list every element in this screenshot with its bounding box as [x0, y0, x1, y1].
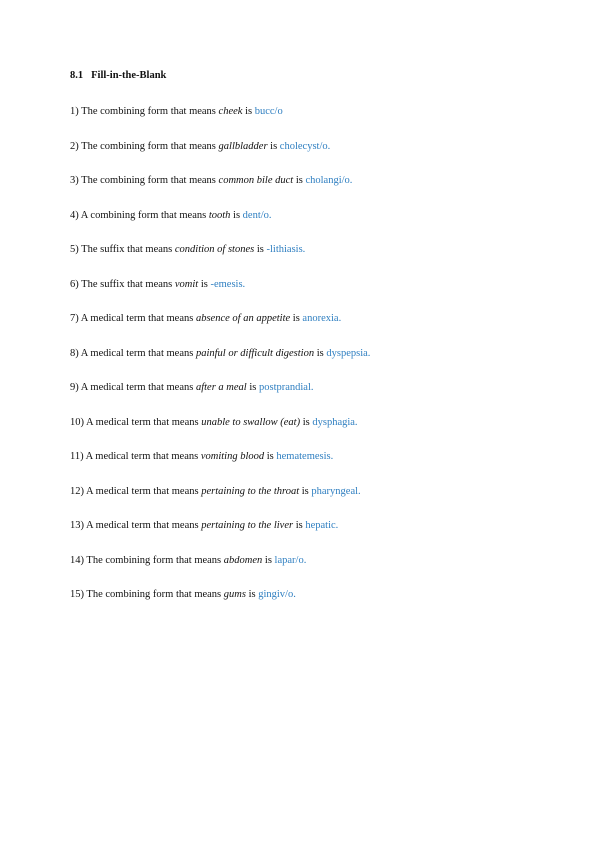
question-item	[70, 140, 550, 175]
question-prefix: 1) The combining form that means	[70, 106, 219, 117]
question-answer: -emesis.	[210, 278, 246, 290]
question-prefix: 14) The combining form that means	[70, 554, 224, 566]
question-item	[70, 554, 550, 589]
question-answer: hepatic.	[305, 520, 339, 531]
question-answer: dysphagia.	[312, 416, 358, 428]
question-list	[70, 105, 550, 623]
question-item	[70, 278, 550, 313]
question-answer: -lithiasis.	[266, 244, 306, 255]
question-item	[70, 174, 550, 209]
question-answer: anorexia.	[302, 313, 342, 324]
question-item	[70, 588, 550, 623]
question-answer: gingiv/o.	[258, 589, 296, 600]
question-term: pertaining to the liver	[201, 520, 294, 531]
question-joiner: is	[290, 313, 303, 324]
question-joiner: is	[314, 347, 327, 359]
question-answer: hematemesis.	[276, 451, 334, 462]
question-joiner: is	[198, 278, 211, 290]
question-term: vomit	[174, 278, 199, 290]
question-joiner: is	[254, 244, 267, 255]
question-joiner: is	[230, 209, 243, 221]
question-answer: cholangi/o.	[305, 175, 353, 186]
question-item	[70, 312, 550, 347]
question-joiner: is	[300, 416, 313, 428]
question-joiner: is	[299, 485, 312, 497]
question-prefix: 12) A medical term that means	[70, 485, 202, 497]
question-term: abdomen	[223, 554, 263, 566]
question-term: gallbladder	[218, 140, 268, 152]
question-term: tooth	[208, 209, 231, 221]
question-prefix: 7) A medical term that means	[70, 313, 196, 324]
question-joiner: is	[293, 175, 306, 186]
question-term: common bile duct	[218, 175, 294, 186]
question-answer: bucc/o	[254, 106, 283, 117]
question-term: painful or difficult digestion	[195, 347, 315, 359]
question-answer: cholecyst/o.	[279, 140, 331, 152]
question-joiner: is	[245, 589, 259, 600]
question-prefix: 11) A medical term that means	[70, 451, 201, 462]
question-term: after a meal	[195, 382, 247, 393]
question-term: absence of an appetite	[195, 313, 291, 324]
question-prefix: 15) The combining form that means	[70, 589, 224, 600]
question-item	[70, 519, 550, 554]
question-joiner: is	[264, 451, 277, 462]
question-item	[70, 243, 550, 278]
question-term: condition of stones	[174, 244, 255, 255]
section-number: 8.1	[70, 70, 84, 81]
question-item	[70, 347, 550, 382]
question-item	[70, 416, 550, 451]
question-answer: lapar/o.	[274, 554, 307, 566]
question-answer: postprandial.	[258, 382, 314, 393]
question-item	[70, 485, 550, 520]
question-prefix: 2) The combining form that means	[70, 140, 219, 152]
question-term: vomiting blood	[200, 451, 265, 462]
question-joiner: is	[262, 554, 275, 566]
question-answer: pharyngeal.	[311, 485, 361, 497]
question-prefix: 4) A combining form that means	[70, 209, 209, 221]
question-prefix: 3) The combining form that means	[70, 175, 219, 186]
question-prefix: 6) The suffix that means	[70, 278, 175, 290]
question-item	[70, 381, 550, 416]
question-prefix: 9) A medical term that means	[70, 382, 196, 393]
question-joiner: is	[246, 382, 259, 393]
section-heading	[70, 70, 166, 81]
question-item	[70, 209, 550, 244]
question-joiner: is	[242, 106, 255, 117]
question-term: gums	[223, 589, 246, 600]
question-joiner: is	[293, 520, 306, 531]
question-prefix: 10) A medical term that means	[70, 416, 202, 428]
question-term: pertaining to the throat	[201, 485, 300, 497]
question-answer: dent/o.	[242, 209, 272, 221]
question-term: unable to swallow (eat)	[201, 416, 301, 428]
question-answer: dyspepsia.	[326, 347, 371, 359]
section-title: Fill-in-the-Blank	[91, 70, 167, 81]
question-term: cheek	[218, 106, 243, 117]
question-joiner: is	[267, 140, 280, 152]
question-prefix: 5) The suffix that means	[70, 244, 175, 255]
question-prefix: 13) A medical term that means	[70, 520, 202, 531]
question-item	[70, 450, 550, 485]
question-item	[70, 105, 550, 140]
question-prefix: 8) A medical term that means	[70, 347, 196, 359]
